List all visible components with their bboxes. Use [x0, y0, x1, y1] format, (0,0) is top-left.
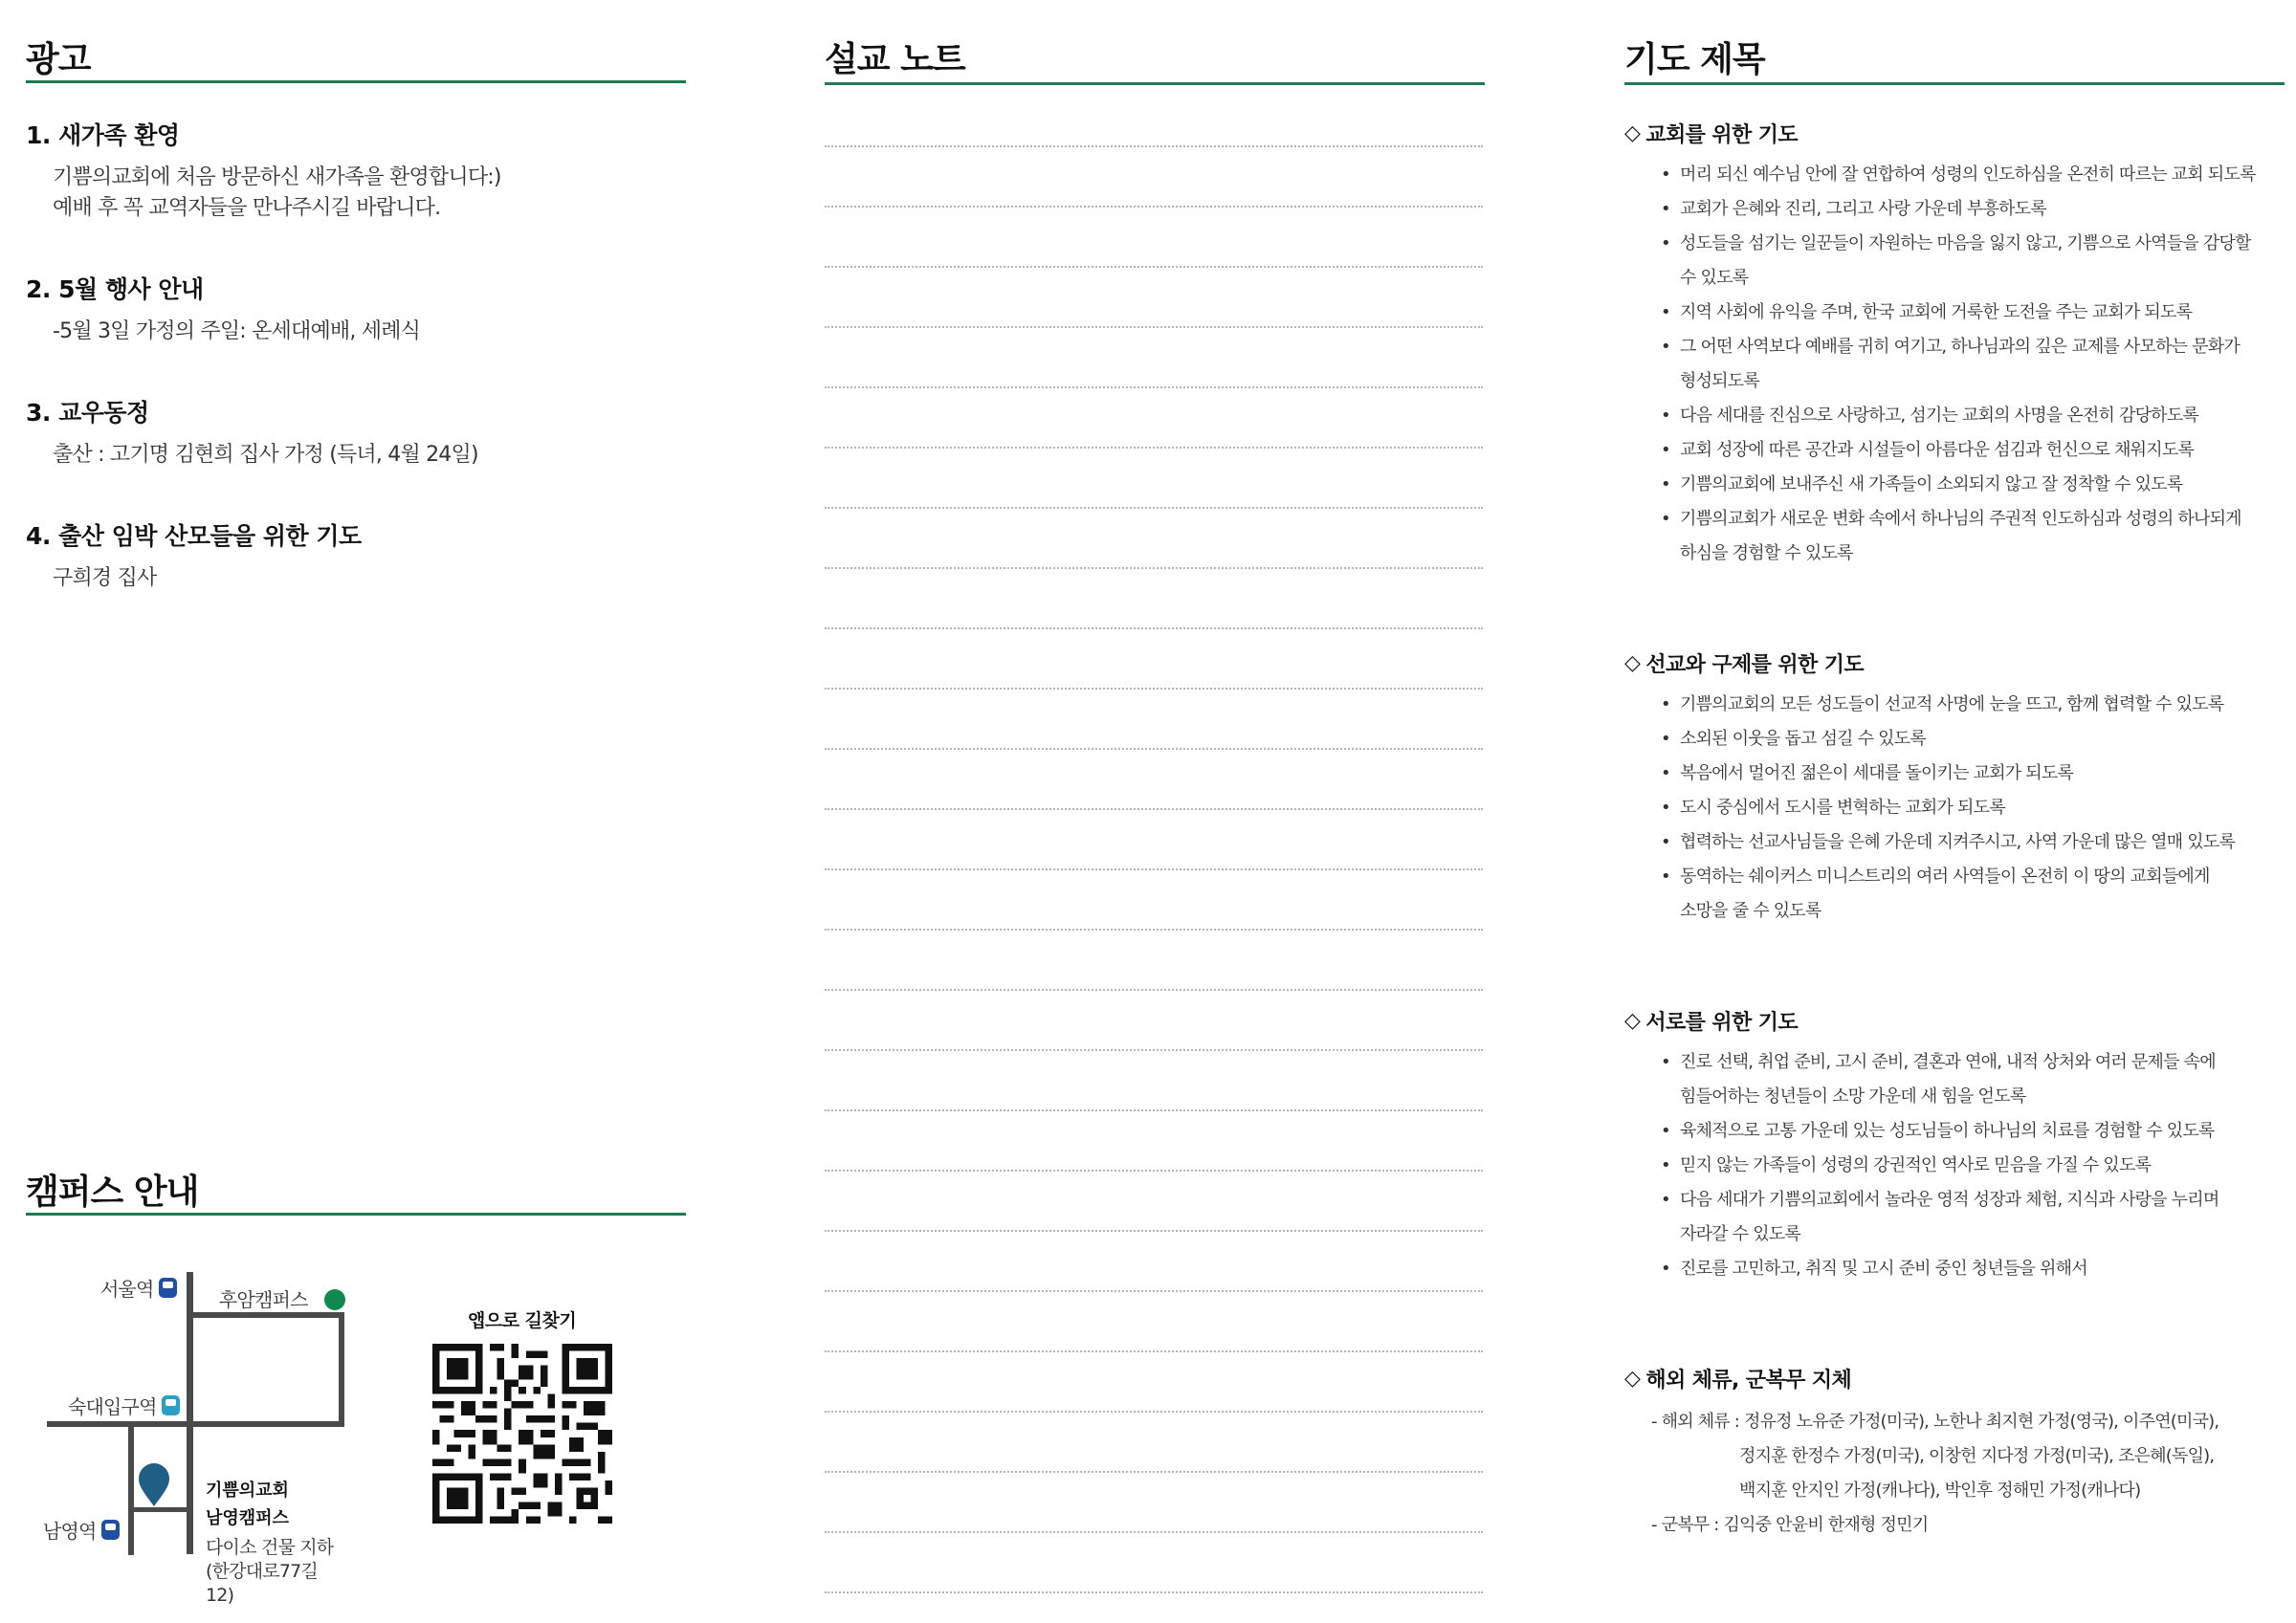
bullet-icon: • [1661, 440, 1670, 460]
prayer-item [1661, 1045, 2285, 1080]
note-line[interactable] [825, 1049, 1483, 1051]
prayer-text: 육체적으로 고통 가운데 있는 성도님들이 하나님의 치료를 경험할 수 있도록 [1680, 1121, 2215, 1141]
bullet-icon: • [1661, 694, 1670, 714]
prayer-item [1661, 192, 2285, 227]
prayer-text: 진로를 고민하고, 취직 및 고시 준비 중인 청년들을 위해서 [1680, 1259, 2087, 1279]
prayer-section-heading [1624, 648, 2285, 678]
bullet-icon: • [1661, 729, 1670, 749]
prayer-text: 도시 중심에서 도시를 변혁하는 교회가 되도록 [1680, 798, 2005, 818]
bullet-icon: • [1661, 474, 1670, 494]
ad-body [53, 163, 676, 224]
heading-text: 해외 체류, 군복무 지체 [1645, 1369, 1852, 1393]
bullet-icon: • [1661, 509, 1670, 529]
note-line[interactable] [825, 206, 1483, 208]
prayer-item [1661, 330, 2285, 364]
prayer-item [1661, 227, 2285, 261]
abroad-line: - 군복무 : 김익중 안윤비 한재형 정민기 [1651, 1515, 1929, 1535]
road [128, 1507, 191, 1512]
note-line[interactable] [825, 1290, 1483, 1292]
subway-icon [159, 1278, 177, 1298]
station-seoul [100, 1274, 177, 1302]
prayer-item [1661, 791, 2285, 825]
prayer-text: 수 있도록 [1680, 268, 1749, 288]
bullet-icon: • [1661, 1052, 1670, 1072]
note-line[interactable] [825, 326, 1483, 328]
campus-name-block [206, 1477, 289, 1532]
prayer-rule [1624, 82, 2285, 85]
diamond-icon: ◇ [1624, 651, 1641, 675]
prayer-item [1661, 364, 2285, 399]
prayer-item [1661, 688, 2285, 722]
prayer-item [1661, 502, 2285, 537]
prayer-text: 형성되도록 [1680, 371, 1759, 391]
note-line[interactable] [825, 1350, 1483, 1352]
ad-item-expecting-mothers [26, 517, 676, 594]
prayer-item [1661, 1217, 2285, 1252]
ad-item-member-news [26, 394, 676, 471]
prayer-text: 하심을 경험할 수 있도록 [1680, 543, 1853, 563]
prayer-text: 기쁨의교회의 모든 성도들이 선교적 사명에 눈을 뜨고, 함께 협력할 수 있도록 [1680, 694, 2224, 714]
note-line[interactable] [825, 1170, 1483, 1172]
note-line[interactable] [825, 386, 1483, 388]
bullet-icon: • [1661, 866, 1670, 887]
bullet-icon: • [1661, 763, 1670, 783]
prayer-item [1661, 860, 2285, 894]
prayer-item [1661, 261, 2285, 296]
notes-rule [825, 82, 1485, 85]
note-line[interactable] [825, 1109, 1483, 1111]
diamond-icon: ◇ [1624, 121, 1641, 145]
subway-icon [101, 1520, 120, 1540]
station-label: 서울역 [100, 1278, 154, 1301]
prayer-section-mission [1624, 648, 2285, 929]
prayer-text: 힘들어하는 청년들이 소망 가운데 새 힘을 얻도록 [1680, 1086, 2026, 1107]
prayer-text: 기쁨의교회에 보내주신 새 가족들이 소외되지 않고 잘 정착할 수 있도록 [1680, 474, 2183, 494]
prayer-text: 교회 성장에 따른 공간과 시설들이 아름다운 섬김과 헌신으로 채워지도록 [1680, 440, 2195, 460]
note-line[interactable] [825, 989, 1483, 991]
campus-map [26, 1243, 686, 1606]
prayer-text: 다음 세대를 진심으로 사랑하고, 섬기는 교회의 사명을 온전히 감당하도록 [1680, 406, 2198, 426]
prayer-text: 자라갈 수 있도록 [1680, 1224, 1800, 1244]
abroad-list [1624, 1405, 2285, 1543]
prayer-item [1661, 1183, 2285, 1217]
bullet-icon: • [1661, 302, 1670, 322]
diamond-icon: ◇ [1624, 1367, 1641, 1391]
subway-icon [162, 1395, 180, 1415]
station-namyoung [43, 1516, 120, 1544]
note-line[interactable] [825, 1531, 1483, 1533]
ad-heading: 4. 출산 임박 산모들을 위한 기도 [26, 522, 362, 550]
heading-text: 서로를 위한 기도 [1645, 1011, 1799, 1035]
bullet-icon: • [1661, 798, 1670, 818]
note-line[interactable] [825, 507, 1483, 509]
prayer-text: 기쁨의교회가 새로운 변화 속에서 하나님의 주권적 인도하심과 성령의 하나되게 [1680, 509, 2241, 529]
prayer-item [1661, 825, 2285, 860]
ad-line: 기쁨의교회에 처음 방문하신 새가족을 환영합니다:) [53, 165, 501, 189]
prayer-item [1661, 1114, 2285, 1149]
ad-body [53, 317, 676, 347]
note-line[interactable] [825, 266, 1483, 268]
prayer-section-each-other [1624, 1006, 2285, 1286]
notes-title: 설교 노트 [825, 40, 965, 79]
prayer-item [1661, 468, 2285, 502]
prayer-text: 진로 선택, 취업 준비, 고시 준비, 결혼과 연애, 내적 상처와 여러 문제들 속에 [1680, 1052, 2216, 1072]
station-sookmyung [68, 1392, 180, 1419]
prayer-item [1661, 158, 2285, 192]
diamond-icon: ◇ [1624, 1009, 1641, 1033]
prayer-text: 교회가 은혜와 진리, 그리고 사랑 가운데 부흥하도록 [1680, 199, 2046, 219]
note-line[interactable] [825, 1230, 1483, 1232]
prayer-list [1624, 1045, 2285, 1286]
bullet-icon: • [1661, 1190, 1670, 1210]
bullet-icon: • [1661, 1155, 1670, 1175]
prayer-text: 소외된 이웃을 돕고 섬길 수 있도록 [1680, 729, 1926, 749]
abroad-line: 백지훈 안지인 가정(캐나다), 박인후 정해민 가정(캐나다) [1739, 1480, 2141, 1501]
bullet-icon: • [1661, 233, 1670, 253]
note-line[interactable] [825, 808, 1483, 810]
prayer-item [1661, 894, 2285, 929]
road [47, 1421, 344, 1427]
sermon-notes-column [825, 0, 1485, 1623]
prayer-section-abroad [1624, 1364, 2285, 1543]
church-name: 기쁨의교회 [206, 1480, 289, 1501]
road [128, 1421, 134, 1555]
ad-item-new-family [26, 117, 676, 224]
prayer-text: 성도들을 섬기는 일꾼들이 자원하는 마음을 잃지 않고, 기쁨으로 사역들을 감당할 [1680, 233, 2251, 253]
station-label: 숙대입구역 [68, 1395, 157, 1418]
qr-label: 앱으로 길찾기 [468, 1310, 577, 1331]
prayer-item [1661, 1080, 2285, 1114]
prayer-item [1661, 399, 2285, 433]
prayer-text: 지역 사회에 유익을 주며, 한국 교회에 거룩한 도전을 주는 교회가 되도록 [1680, 302, 2193, 322]
huam-campus [219, 1284, 308, 1312]
bullet-icon: • [1661, 406, 1670, 426]
prayer-list [1624, 688, 2285, 929]
prayer-section-heading [1624, 119, 2285, 148]
campus-rule [26, 1213, 686, 1216]
prayer-text: 협력하는 선교사님들을 은혜 가운데 지켜주시고, 사역 가운데 많은 열매 있도록 [1680, 832, 2236, 852]
huam-label: 후암캠퍼스 [219, 1288, 308, 1311]
prayer-column [1624, 0, 2285, 1623]
note-line[interactable] [825, 567, 1483, 569]
prayer-title: 기도 제목 [1624, 40, 1765, 79]
prayer-text: 머리 되신 예수님 안에 잘 연합하여 성령의 인도하심을 온전히 따르는 교회 되도록 [1680, 164, 2256, 185]
ad-heading: 2. 5월 행사 안내 [26, 275, 204, 303]
prayer-item [1661, 296, 2285, 330]
ad-body [53, 440, 676, 471]
note-line[interactable] [825, 748, 1483, 750]
heading-text: 선교와 구제를 위한 기도 [1645, 653, 1865, 677]
qr-code-icon[interactable] [432, 1344, 612, 1524]
bullet-icon: • [1661, 1259, 1670, 1279]
note-line[interactable] [825, 1471, 1483, 1473]
prayer-text: 소망을 줄 수 있도록 [1680, 901, 1821, 921]
prayer-item [1661, 1252, 2285, 1286]
announcements-column [26, 0, 686, 1623]
ad-line: 출산 : 고기명 김현희 집사 가정 (득녀, 4월 24일) [53, 443, 478, 467]
ads-title: 광고 [26, 40, 91, 79]
road [339, 1312, 344, 1427]
note-line[interactable] [825, 868, 1483, 870]
heading-text: 교회를 위한 기도 [1645, 123, 1799, 147]
note-line[interactable] [825, 627, 1483, 629]
ad-item-may-events [26, 271, 676, 347]
abroad-line: - 해외 체류 : 정유정 노유준 가정(미국), 노한나 최지현 가정(영국), 이주연(미국), [1651, 1412, 2219, 1432]
prayer-item [1661, 757, 2285, 791]
bullet-icon: • [1661, 1121, 1670, 1141]
note-line[interactable] [825, 1411, 1483, 1413]
prayer-text: 믿지 않는 가족들이 성령의 강권적인 역사로 믿음을 가질 수 있도록 [1680, 1155, 2152, 1175]
prayer-section-heading [1624, 1006, 2285, 1036]
ad-heading: 3. 교우동정 [26, 399, 149, 427]
prayer-item [1661, 537, 2285, 571]
campus-name: 남영캠퍼스 [206, 1508, 289, 1528]
address-line: 12) [206, 1585, 234, 1606]
note-line[interactable] [825, 145, 1483, 147]
bullet-icon: • [1661, 199, 1670, 219]
ads-rule [26, 80, 686, 83]
road [187, 1312, 344, 1318]
prayer-text: 동역하는 쉐이커스 미니스트리의 여러 사역들이 온전히 이 땅의 교회들에게 [1680, 866, 2210, 887]
ad-body [53, 563, 676, 594]
ad-line: 구희경 집사 [53, 566, 157, 590]
abroad-line: 정지훈 한정수 가정(미국), 이창헌 지다정 가정(미국), 조은혜(독일), [1739, 1446, 2215, 1466]
ad-line: 예배 후 꼭 교역자들을 만나주시길 바랍니다. [53, 196, 441, 220]
location-pin-icon [138, 1463, 170, 1507]
prayer-list [1624, 158, 2285, 571]
address-line: 다이소 건물 지하 [206, 1537, 334, 1558]
address-line: (한강대로77길 [206, 1561, 318, 1582]
campus-title: 캠퍼스 안내 [26, 1173, 199, 1212]
prayer-item [1661, 433, 2285, 468]
prayer-text: 다음 세대가 기쁨의교회에서 놀라운 영적 성장과 체험, 지식과 사랑을 누리며 [1680, 1190, 2219, 1210]
prayer-text: 복음에서 멀어진 젊은이 세대를 돌이키는 교회가 되도록 [1680, 763, 2074, 783]
bullet-icon: • [1661, 164, 1670, 185]
prayer-item [1661, 722, 2285, 757]
prayer-section-church [1624, 119, 2285, 571]
prayer-item [1661, 1149, 2285, 1183]
note-line[interactable] [825, 688, 1483, 690]
prayer-text: 그 어떤 사역보다 예배를 귀히 여기고, 하나님과의 깊은 교제를 사모하는 문화가 [1680, 337, 2240, 357]
note-line[interactable] [825, 447, 1483, 449]
bullet-icon: • [1661, 832, 1670, 852]
bullet-icon: • [1661, 337, 1670, 357]
prayer-section-heading [1624, 1364, 2285, 1393]
ad-heading: 1. 새가족 환영 [26, 121, 180, 149]
note-line[interactable] [825, 929, 1483, 931]
huam-marker-icon [324, 1289, 345, 1310]
station-label: 남영역 [43, 1520, 97, 1543]
note-line[interactable] [825, 1591, 1483, 1593]
ad-line: -5월 3일 가정의 주일: 온세대예배, 세례식 [53, 319, 421, 343]
campus-address [206, 1536, 334, 1606]
